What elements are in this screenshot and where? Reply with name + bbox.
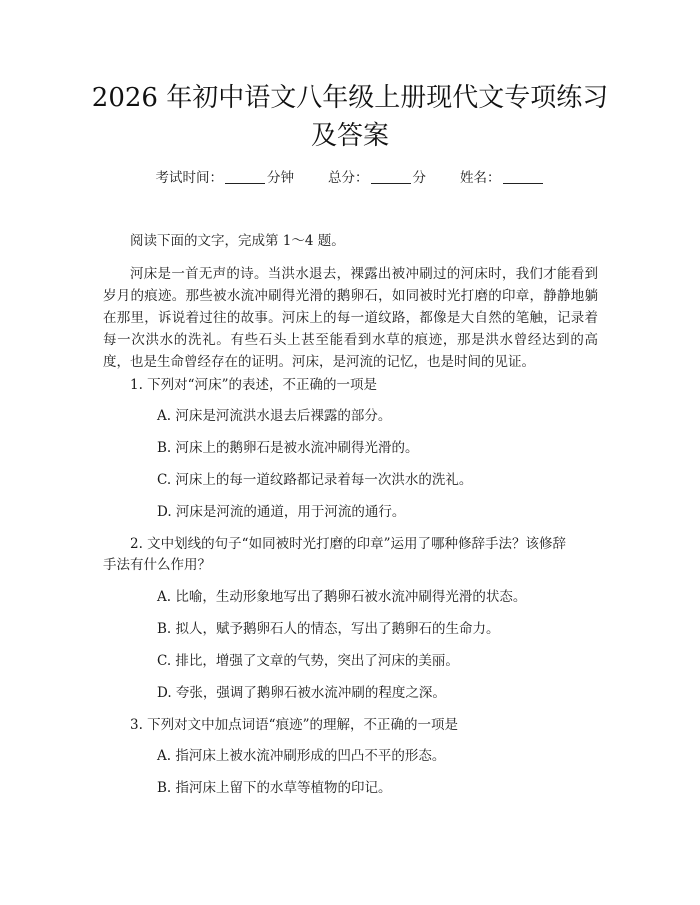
question-1-option-d: D. 河床是河流的通道，用于河流的通行。 [157,504,406,520]
question-1-stem: 1. 下列对“河床”的表述，不正确的一项是 [130,377,377,393]
passage-line: 在那里，诉说着过往的故事。河床上的每一道纹路，都像是大自然的笔触，记录着 [103,310,598,326]
exam-time-field [156,168,295,188]
exam-meta-row [0,168,700,188]
page-title-line-2: 及答案 [310,121,389,151]
question-3-option-b: B. 指河床上留下的水草等植物的印记。 [157,780,392,796]
question-1-option-b: B. 河床上的鹅卵石是被水流冲刷得光滑的。 [157,440,419,456]
passage-line: 岁月的痕迹。那些被水流冲刷得光滑的鹅卵石，如同被时光打磨的印章，静静地躺 [103,288,598,304]
question-2-stem: 2. 文中划线的句子“如同被时光打磨的印章”运用了哪种修辞手法？该修辞 [130,536,566,552]
question-2-option-d: D. 夸张，强调了鹅卵石被水流冲刷的程度之深。 [157,685,446,701]
passage-line: 河床是一首无声的诗。当洪水退去，裸露出被冲刷过的河床时，我们才能看到 [130,266,598,282]
student-name-field [460,168,545,188]
question-2-option-b: B. 拟人，赋予鹅卵石人的情态，写出了鹅卵石的生命力。 [157,621,500,637]
question-3-option-a: A. 指河床上被水流冲刷形成的凹凸不平的形态。 [157,748,446,764]
total-score-blank [371,183,411,184]
page-title-line-1: 2026 年初中语文八年级上册现代文专项练习 [91,83,609,113]
student-name-label: 姓名： [460,170,501,186]
question-1-option-c: C. 河床上的每一道纹路都记录着每一次洪水的洗礼。 [157,472,473,488]
total-score-field [328,168,426,188]
student-name-blank [503,183,543,184]
exam-time-blank [225,183,265,184]
question-1-option-a: A. 河床是河流洪水退去后裸露的部分。 [157,408,392,424]
reading-instruction: 阅读下面的文字，完成第 1～4 题。 [130,233,345,249]
question-2-stem-continued: 手法有什么作用？ [103,557,211,573]
total-score-label: 总分： [328,170,369,186]
exam-time-unit: 分钟 [267,170,294,186]
question-2-option-c: C. 排比，增强了文章的气势，突出了河床的美丽。 [157,653,459,669]
question-3-stem: 3. 下列对文中加点词语“痕迹”的理解，不正确的一项是 [130,717,458,733]
question-2-option-a: A. 比喻，生动形象地写出了鹅卵石被水流冲刷得光滑的状态。 [157,589,527,605]
passage-line: 度，也是生命曾经存在的证明。河床，是河流的记忆，也是时间的见证。 [103,354,535,370]
passage-line: 每一次洪水的洗礼。有些石头上甚至能看到水草的痕迹，那是洪水曾经达到的高 [103,332,598,348]
exam-time-label: 考试时间： [155,170,223,186]
total-score-unit: 分 [412,170,426,186]
